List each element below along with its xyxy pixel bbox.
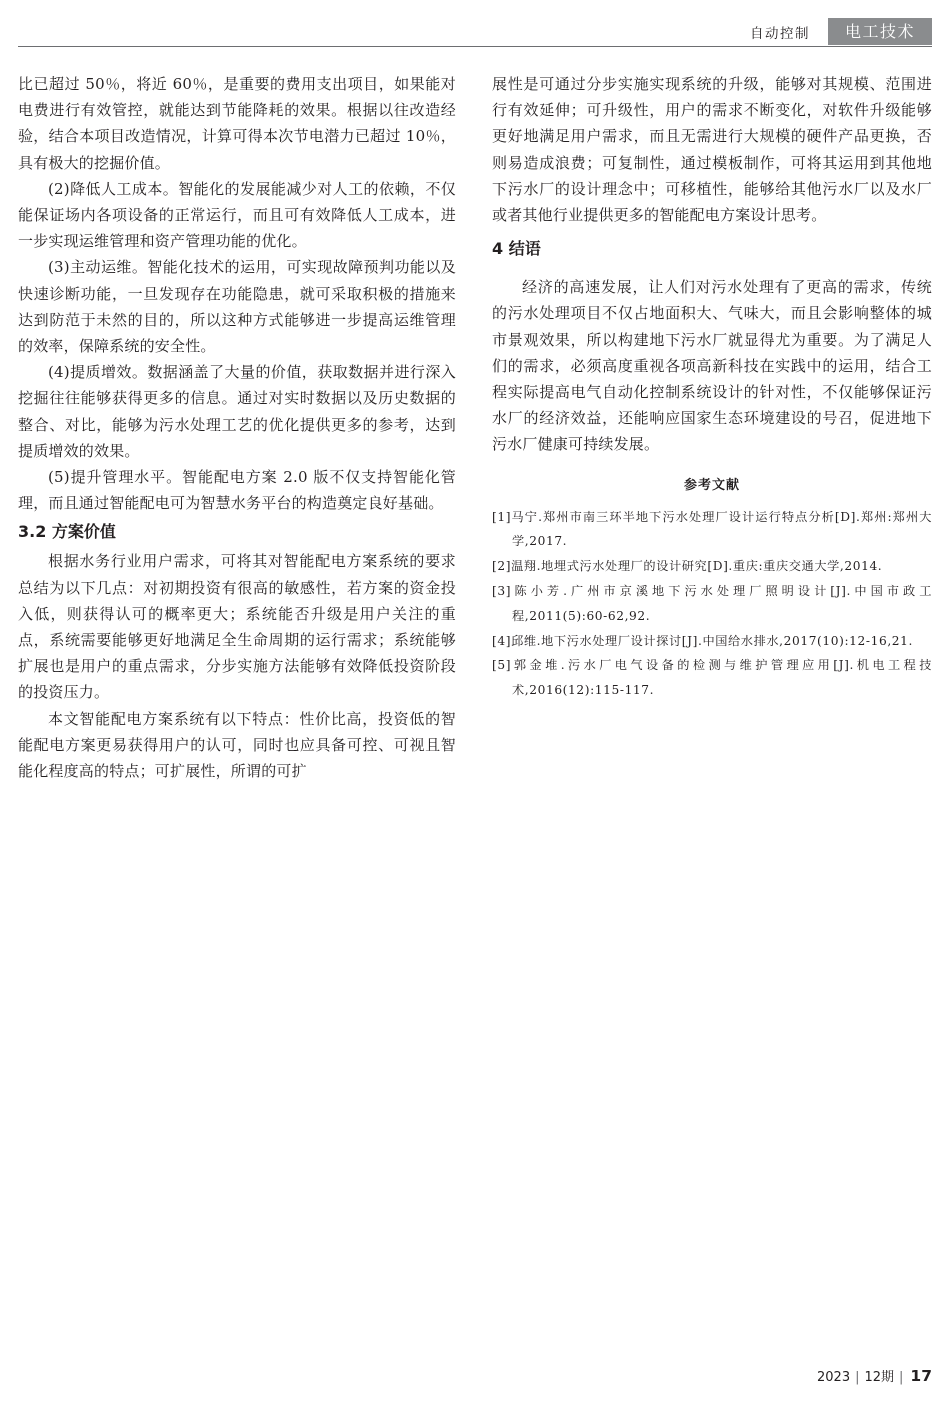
- section-heading-4: 4 结语: [492, 239, 541, 259]
- paragraph-system-features: 本文智能配电方案系统有以下特点：性价比高，投资低的智能配电方案更易获得用户的认可，同时也应具备可控、可视且智能化程度高的特点；可扩展性，所谓的可扩: [18, 709, 456, 781]
- footer-separator: |: [899, 1370, 904, 1385]
- footer-issue: 12期: [864, 1370, 895, 1385]
- paragraph-conclusion: 经济的高速发展，让人们对污水处理有了更高的需求，传统的污水处理项目不仅占地面积大、气味大，而且会影响整体的城市景观效果，所以构建地下污水厂就显得尤为重要。为了满足人们的需求，必须高度重视各项高新科技在实践中的运用，结合工程实际提高电气自动化控制系统设计的针对性，不仅能够保证污水厂的经济效益，还能响应国家生态环境建设的号召，促进地下污水厂健康可持续发展。: [492, 278, 932, 454]
- reference-item: [5]郭金堆.污水厂电气设备的检测与维护管理应用[J].机电工程技术,2016(12):115-117.: [492, 658, 932, 698]
- reference-item: [3]陈小芳.广州市京溪地下污水处理厂照明设计[J].中国市政工程,2011(5):60-62,92.: [492, 584, 932, 623]
- header-section-label: 自动控制: [750, 26, 810, 42]
- reference-item: [2]温翔.地埋式污水处理厂的设计研究[D].重庆:重庆交通大学,2014.: [492, 559, 883, 574]
- paragraph-management-level: (5)提升管理水平。智能配电方案 2.0 版不仅支持智能化管理，而且通过智能配电可为智慧水务平台的构造奠定良好基础。: [18, 468, 456, 513]
- paragraph-user-requirements: 根据水务行业用户需求，可将其对智能配电方案系统的要求总结为以下几点：对初期投资有很高的敏感性，若方案的资金投入低，则获得认可的概率更大；系统能否升级是用户关注的重点，系统需要能够更好地满足全生命周期的运行需求；系统能够扩展也是用户的重点需求，分步实施方法能够有效降低投资阶段的投资压力。: [18, 552, 456, 702]
- references-title: 参考文献: [683, 477, 740, 493]
- page-footer: [817, 1366, 932, 1385]
- running-header: [18, 18, 932, 47]
- header-journal-badge: 电工技术: [828, 18, 932, 45]
- footer-year: 2023: [817, 1370, 851, 1385]
- reference-item: [1]马宁.郑州市南三环半地下污水处理厂设计运行特点分析[D].郑州:郑州大学,2017.: [492, 509, 932, 549]
- right-column: [492, 71, 932, 703]
- paragraph-extensibility: 展性是可通过分步实施实现系统的升级，能够对其规模、范围进行有效延伸；可升级性，用户的需求不断变化，对软件升级能够更好地满足用户需求，而且无需进行大规模的硬件产品更换，否则易造成浪费；可复制性，通过模板制作，可将其运用到其他地下污水厂的设计理念中；可移植性，能够给其他污水厂以及水厂或者其他行业提供更多的智能配电方案设计思考。: [492, 75, 932, 225]
- paragraph-quality-efficiency: (4)提质增效。数据涵盖了大量的价值，获取数据并进行深入挖掘往往能够获得更多的信息。通过对实时数据以及历史数据的整合、对比，能够为污水处理工艺的优化提供更多的参考，达到提质增效的效果。: [18, 363, 456, 460]
- left-column: [18, 71, 456, 784]
- paragraph-reduce-labor: (2)降低人工成本。智能化的发展能减少对人工的依赖，不仅能保证场内各项设备的正常运行，而且可有效降低人工成本，进一步实现运维管理和资产管理功能的优化。: [18, 179, 456, 251]
- footer-separator: |: [855, 1370, 860, 1385]
- reference-item: [4]邱维.地下污水处理厂设计探讨[J].中国给水排水,2017(10):12-16,21.: [492, 633, 913, 648]
- page-number: 17: [910, 1367, 932, 1385]
- section-heading-3-2: 3.2 方案价值: [18, 522, 116, 542]
- paragraph-active-maintenance: (3)主动运维。智能化技术的运用，可实现故障预判功能以及快速诊断功能，一旦发现存在功能隐患，就可采取积极的措施来达到防范于未然的目的，所以这种方式能够进一步提高运维管理的效率，保障系统的安全性。: [18, 258, 456, 356]
- paragraph-energy-cost: 比已超过 50％，将近 60％，是重要的费用支出项目，如果能对电费进行有效管控，就能达到节能降耗的效果。根据以往改造经验，结合本项目改造情况，计算可得本次节电潜力已超过 10％，具有极大的挖掘价值。: [18, 75, 456, 172]
